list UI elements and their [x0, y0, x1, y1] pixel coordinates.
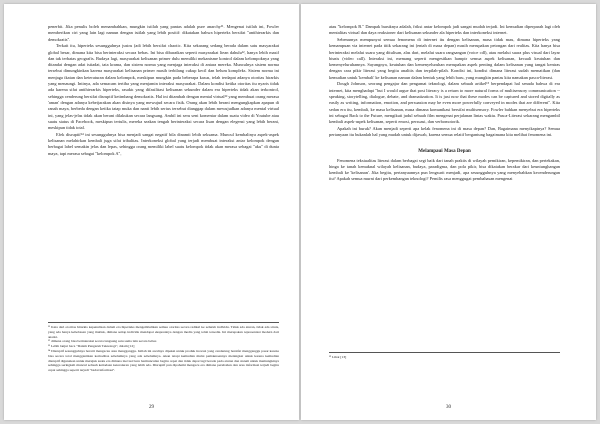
left-page — [4, 4, 299, 420]
section-title: Melampaui Masa Depan — [418, 148, 471, 154]
footnote: ¹¹ Kata dari otoritas hirarkis kepenulisan dalam era hiperteks mengembalikan semua otoritas secara radikal ke seluruh individu. Tidak ada aturan, tidak ada struts, yang ada hanya kebebasan yang mutlak, dimana setiap individu mendapat ekspresinya dengan media yang telah tersedia. Ini merupakan representasi modern dari anarki. — [48, 325, 279, 339]
page-number: 30 — [446, 405, 451, 410]
footnote: ¹² dimana orang bisa berinteraksi secara langsung satu sama lain secara bebas — [48, 339, 157, 344]
paragraph: atau "kelompok B." Dampak buruknya adalah, friksi antar kelompok jadi sangat mudah terjadi. Ini kemudian diperparah lagi oleh mentalitas virtual dan daya reaksioner dari kelisanan sekunder ala hiperteks dan interkoneksi internet. — [329, 24, 560, 36]
paragraph: Dough Johnson, seorang pengajar dan pengamat teknologi, dalam sebuah artikel¹⁵ berpendapat hal senada bahwa di era internet, kita menghadapi "but I would argue that post literacy is a return to more natural forms of multisensory communication -- speaking, storytelling, dialogue, debate, and dramatization. It is just now that these modes can be captured and stored digitally as easily as writing, information, emotion, and persuasion may be even more powerfully conveyed in modes that are different". Kita sedan era itu, kembali, ke masa kelisanan, masa dimana komunikasi bersifat multisensory. Fowler bahkan menyebut era hiperteks ini sebagai Back to the Future, mengikuti judul sebuah film mengenai perjalanan lintas waktu. Pasca-Literasi sekarang mengambil kembali aspek-aspek kelisanan, seperti emosi, persuasi, dan verbomotorik. — [329, 81, 560, 125]
paragraph: Terkait itu, hiperteks sesungguhnya justru (adi lebih bersifat chaotic. Kita sekarang sedang berada dalam satu masyarakat global besar, dimana kita bisa berinteraksi secara bebas. Ini bisa dibaratkan seperti masyarakat liean dahulu¹², hanya lebih masif dan tak terbatas geografis. Budaya lagi, masyarakat kelisanan primer dulu memiliki mekanisme kontrol dalam kelompoknya yang ditandai dengan adat istiadat, tata krama, dan sistem norma yang menjaga interaksi di antara mereka. Munculnya sistem norma tersebut dimungkinkan karena masyarakat kelisanan primer masih terbilang cukup kecil dan belum kompleks. Sistem norma ini menjaga ikatan dan keteraturan dalam kelompok, meskipun mungkin pada beberapa kasus, telah terdapat adanya otoritas hirarkis yang menaungi. Intinya, ada semacam tertiba yang menjamin interaksi masyarakat. Dalam kondisi ketika otoritas itu nyaris tidak ada karena sifat antihierarkis hiperteks, rasaktı yang difasilitasi kelisanan sekunder dalam era hiperteks tidak akan terkontrol, sehingga cenderung bersifat disruptif ketimbang demokratis. Hal ini ditambah dengan mental virtual¹³ yang membuat orang merasa 'aman' dengan adanya kebeijarakan akan disinya yang mewujud secara fisik. Orang akan lebih berani mengungkapkan apapun di ranah maya, berbeda dengan ketika tatap muka dan nanti lebih serius tersebut dianggap dalam mewujudkan adanya mental virtual ini, yang jelas-jelas tidak akan berani dilakukan secara langsung. Ambil ini seru seni komentar dalam suatu video di Youtube atau suatu status di Facebook, meskipun tertulis, mereka seakan tengah berinteraksi secara lisan dengan elegensi yang lebih berani, meskipun tidak total. — [48, 43, 279, 131]
page-number: 29 — [149, 405, 154, 410]
footnotes — [329, 352, 560, 360]
paragraph: Sebenarnya mempunyai semua fenomena di internet itu dengan kelisanan, masa tidak mau, dimana hiperteks yang kemampuan via internet pada titik sekarang ini (entah di masa depan) masih merupakan petongan dari realitas. Kita hanya bisa berinteraksi melalui suara yang ditulisan, alas dari, melalui suara rangsangan (voice cdl), atau melalui suara plus visual dari layar bisnis (video call). Interaksi ini, memang seperti mengesitkan hampir semua aspek kelisanan, kecuali keutuhan dan kemenyeluruhannya. Sayangnya, keutuhan dan kemenyeluruhan merupakan aspek penting dalam kelisanan yang tangat kentras dengan cara pikir literasi yang begitu analitis dan terpilah-pilah. Kondisi ini, kondisi dimana literasi sudah mematikan (dan kemudian untuk 'kembali' ke kelisanan namun dalam bentuk yang lebih baru, yang mungkin pantas kita namakan pasca-literasi. — [329, 36, 560, 80]
paragraph: Fenomena tekstualitas literasi dalam berbagai segi baik dari tanah praktis di wilayah pemikiran, kepemikiran, dan pertekakan, hinga ke tanah kemaknal wilayah kelisanan, budaya, paradigma, dan pola pikir, bisa dikatakan berakar dari keuntunghangan kembali ke 'kelisanan'. Jika begitu, pertanyaannya pun lengsurit menjadi, apa sesungguhnya yang menyebabkan kecenderungan itu? Apakah semua murni dari perkembangan teknologi? Pemilis rasa menggugat pembahasan mengenai — [329, 157, 560, 182]
left-page-body — [48, 24, 279, 157]
footnote: ¹⁵ Lihat [13] — [329, 355, 347, 359]
footnotes — [48, 322, 279, 373]
right-page-body — [329, 24, 560, 183]
footnote: ¹³ Lebih lanjut baca "Dalam Pengaruh Teknologi", dalam [12] — [48, 344, 135, 349]
paragraph: Apakah ini buruk? Akan menjadi seperti apa kelak fenomena ini di masa depan? Dan, Bagaimana menyikapinya? Semua pertanyaan itu bukanlah hal yang mudah untuk dijawab, karena semua relatif bergantung bagaimana kita melihat fenomena ini. — [329, 125, 560, 138]
book-spread — [4, 4, 596, 420]
right-page — [301, 4, 596, 420]
paragraph: penerbit. Jika penulis boleh menambahkan, mungkin istilah yang pantas adalah pure anarchy¹¹. Mengenai istilah ini, Fowler memberikan ciri yang lain lagi namun dengan istilah yang lebih positif: dikatakan bahwa hiperteks bersifat "antihierarkis dan demokratis". — [48, 24, 279, 42]
footnote: ¹⁴ Disruptif sesungguhnya berarti mengacau atau mengganggu. Istilah ini awalnya dipakai untuk produk inovasi yang cenderung bersifat mengganggu pasar karena bisa secara total menggantikan komoditas sebelumnya yang ada sebelumnya. Akan tetapi kemudian mulai pemaknaannya meningkat untuk karena kemudian disruptif digunakan untuk merujuk suatu era dimana inovasi baru bermunculan begitu cepat dan tidak dapat lagi berada pada aturan dan sistem untuk memungkinya sehingga seringkali muncul sebuah ketiadaan keteraturan yang lebih ada. Disruptif pun dipahami mengacu era dimana perubahan dan arus informasi terjadi begitu cepat sehingga seperti terjadi "badai informasi". — [48, 348, 279, 373]
paragraph: Efek disruptif¹⁴ ini sesungguhnya bisa menjadi sangat negatif bila dinamti lebih seksama. Muncul kembalinya aspek-aspek kelisanan melahirkan kembali juga sifat tribalitas. Interkoneksi global yang terjadi membuat interaksi antar kelompok dengan berbagai label semakin jelas dan lepas, sehingga orang memiliki label suatu kelompok tidak akan merasa sebagai "aku" di dunia maya, tapi merasa sebagai "kelompok A", — [48, 131, 279, 156]
